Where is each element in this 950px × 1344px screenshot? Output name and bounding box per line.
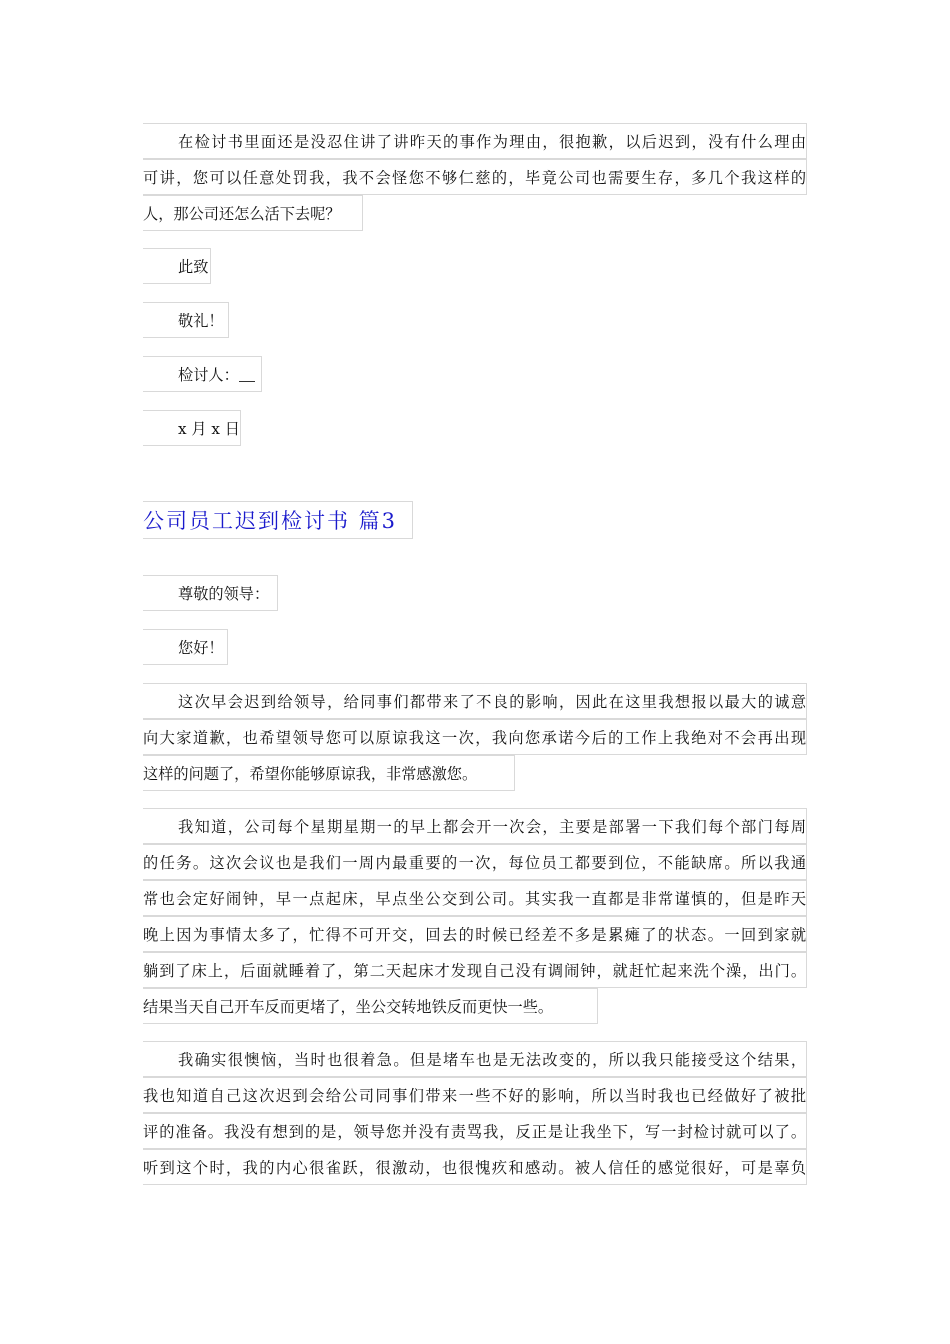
paragraph-line: 晚上因为事情太多了，忙得不可开交，回去的时候已经差不多是累瘫了的状态。一回到家就	[143, 916, 807, 952]
salutation: 尊敬的领导：	[143, 575, 278, 611]
paragraph-line: 向大家道歉，也希望领导您可以原谅我这一次，我向您承诺今后的工作上我绝对不会再出现	[143, 719, 807, 755]
closing-zhi: 此致	[143, 248, 211, 284]
paragraph-line: 我也知道自己这次迟到会给公司同事们带来一些不好的影响，所以当时我也已经做好了被批	[143, 1077, 807, 1113]
author-line	[143, 356, 262, 392]
paragraph-line: 听到这个时，我的内心很雀跃，很激动，也很愧疚和感动。被人信任的感觉很好，可是辜负	[143, 1149, 807, 1185]
section-heading: 公司员工迟到检讨书 篇3	[143, 501, 413, 539]
paragraph-line: 的任务。这次会议也是我们一周内最重要的一次，每位员工都要到位，不能缺席。所以我通	[143, 844, 807, 880]
date-line: x 月 x 日	[143, 410, 241, 446]
paragraph-line: 这样的问题了，希望你能够原谅我，非常感激您。	[143, 755, 515, 791]
paragraph-line: 常也会定好闹钟，早一点起床，早点坐公交到公司。其实我一直都是非常谨慎的，但是昨天	[143, 880, 807, 916]
paragraph-line: 躺到了床上，后面就睡着了，第二天起床才发现自己没有调闹钟，就赶忙起来洗个澡，出门。	[143, 952, 807, 988]
paragraph-line: 我知道，公司每个星期星期一的早上都会开一次会，主要是部署一下我们每个部门每周	[143, 808, 807, 844]
author-label: 检讨人：	[178, 366, 239, 384]
paragraph-line: 可讲，您可以任意处罚我，我不会怪您不够仁慈的，毕竟公司也需要生存，多几个我这样的	[143, 159, 807, 195]
paragraph-line: 这次早会迟到给领导，给同事们都带来了不良的影响，因此在这里我想报以最大的诚意	[143, 683, 807, 719]
paragraph-line: 评的准备。我没有想到的是，领导您并没有责骂我，反正是让我坐下，写一封检讨就可以了。	[143, 1113, 807, 1149]
signature-blank	[239, 367, 255, 382]
closing-jingli: 敬礼！	[143, 302, 229, 338]
paragraph-line: 结果当天自己开车反而更堵了，坐公交转地铁反而更快一些。	[143, 988, 598, 1024]
paragraph-line: 人，那公司还怎么活下去呢？	[143, 195, 363, 231]
greeting: 您好！	[143, 629, 228, 665]
paragraph-line: 在检讨书里面还是没忍住讲了讲昨天的事作为理由，很抱歉，以后迟到，没有什么理由	[143, 123, 807, 159]
paragraph-line: 我确实很懊恼，当时也很着急。但是堵车也是无法改变的，所以我只能接受这个结果，	[143, 1041, 807, 1077]
